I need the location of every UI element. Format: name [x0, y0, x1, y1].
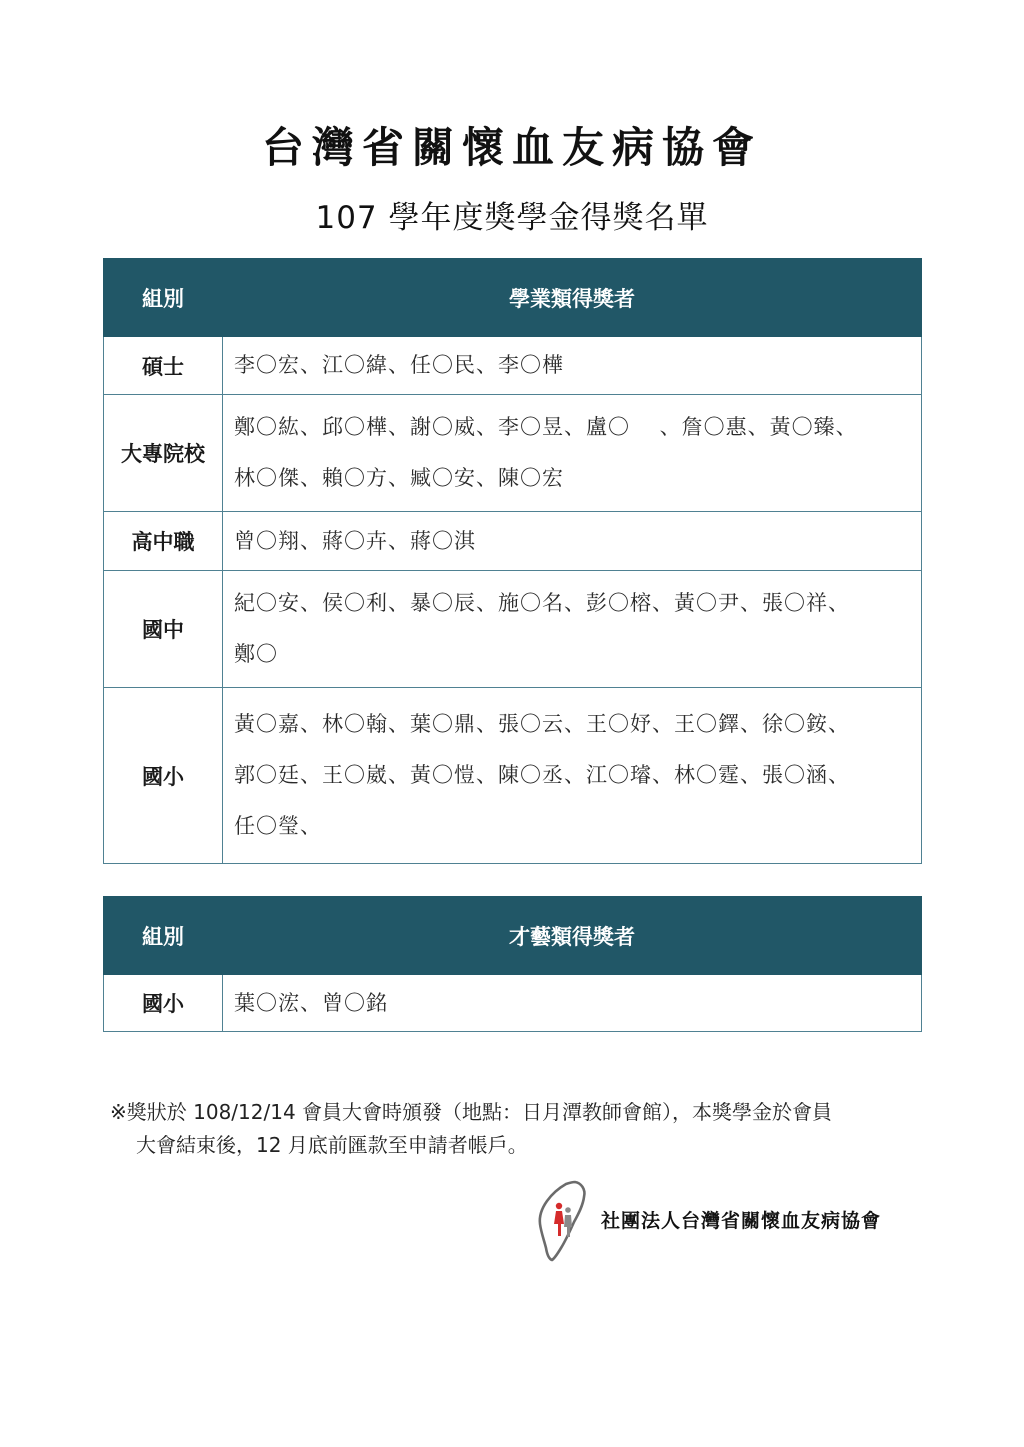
table-row: [104, 395, 922, 512]
academic-awards-table: [103, 258, 922, 864]
table-header-row: [104, 259, 922, 337]
group-cell: 國小: [104, 688, 223, 864]
winners-line: 曾〇翔、蔣〇卉、蔣〇淇: [234, 528, 476, 553]
column-header-winners: 才藝類得獎者: [223, 897, 922, 975]
table-row: [104, 975, 922, 1032]
winners-line: 鄭〇紘、邱〇樺、謝〇威、李〇昱、盧〇 、詹〇惠、黃〇臻、: [234, 415, 858, 439]
winners-line: 紀〇安、侯〇利、暴〇辰、施〇名、彭〇榕、黃〇尹、張〇祥、: [234, 591, 850, 615]
winners-cell: [223, 688, 922, 864]
column-header-group: 組別: [104, 897, 223, 975]
table-row: [104, 688, 922, 864]
column-header-winners: 學業類得獎者: [223, 259, 922, 337]
group-cell: 國中: [104, 571, 223, 688]
taiwan-map-logo-icon: [537, 1180, 589, 1262]
table-header-row: [104, 897, 922, 975]
award-note: [110, 1096, 920, 1162]
winners-cell: [223, 512, 922, 571]
arts-awards-table: [103, 896, 922, 1032]
winners-line: 鄭〇: [234, 642, 278, 666]
column-header-group: 組別: [104, 259, 223, 337]
group-cell: 高中職: [104, 512, 223, 571]
winners-line: 任〇瑩、: [234, 814, 322, 838]
winners-line: 葉〇浤、曾〇銘: [234, 990, 388, 1015]
winners-line: 李〇宏、江〇緯、任〇民、李〇樺: [234, 353, 564, 377]
note-line-1: ※獎狀於 108/12/14 會員大會時頒發（地點：日月潭教師會館），本獎學金於會員: [110, 1100, 833, 1124]
group-cell: 大專院校: [104, 395, 223, 512]
note-line-2: 大會結束後，12 月底前匯款至申請者帳戶。: [136, 1133, 528, 1157]
document-subtitle: 107 學年度獎學金得獎名單: [315, 200, 709, 236]
group-cell: 碩士: [104, 337, 223, 395]
table-row: [104, 512, 922, 571]
winners-line: 林〇傑、賴〇方、臧〇安、陳〇宏: [234, 466, 564, 490]
group-cell: 國小: [104, 975, 223, 1032]
table-row: [104, 337, 922, 395]
winners-line: 黃〇嘉、林〇翰、葉〇鼎、張〇云、王〇妤、王〇鐸、徐〇銨、: [234, 712, 850, 736]
winners-line: 郭〇廷、王〇崴、黃〇愷、陳〇丞、江〇璿、林〇霆、張〇涵、: [234, 763, 850, 787]
winners-cell: [223, 571, 922, 688]
winners-cell: [223, 337, 922, 395]
winners-cell: [223, 975, 922, 1032]
organization-name: 社團法人台灣省關懷血友病協會: [601, 1210, 882, 1232]
table-row: [104, 571, 922, 688]
winners-cell: [223, 395, 922, 512]
document-title: 台灣省關懷血友病協會: [261, 123, 762, 172]
